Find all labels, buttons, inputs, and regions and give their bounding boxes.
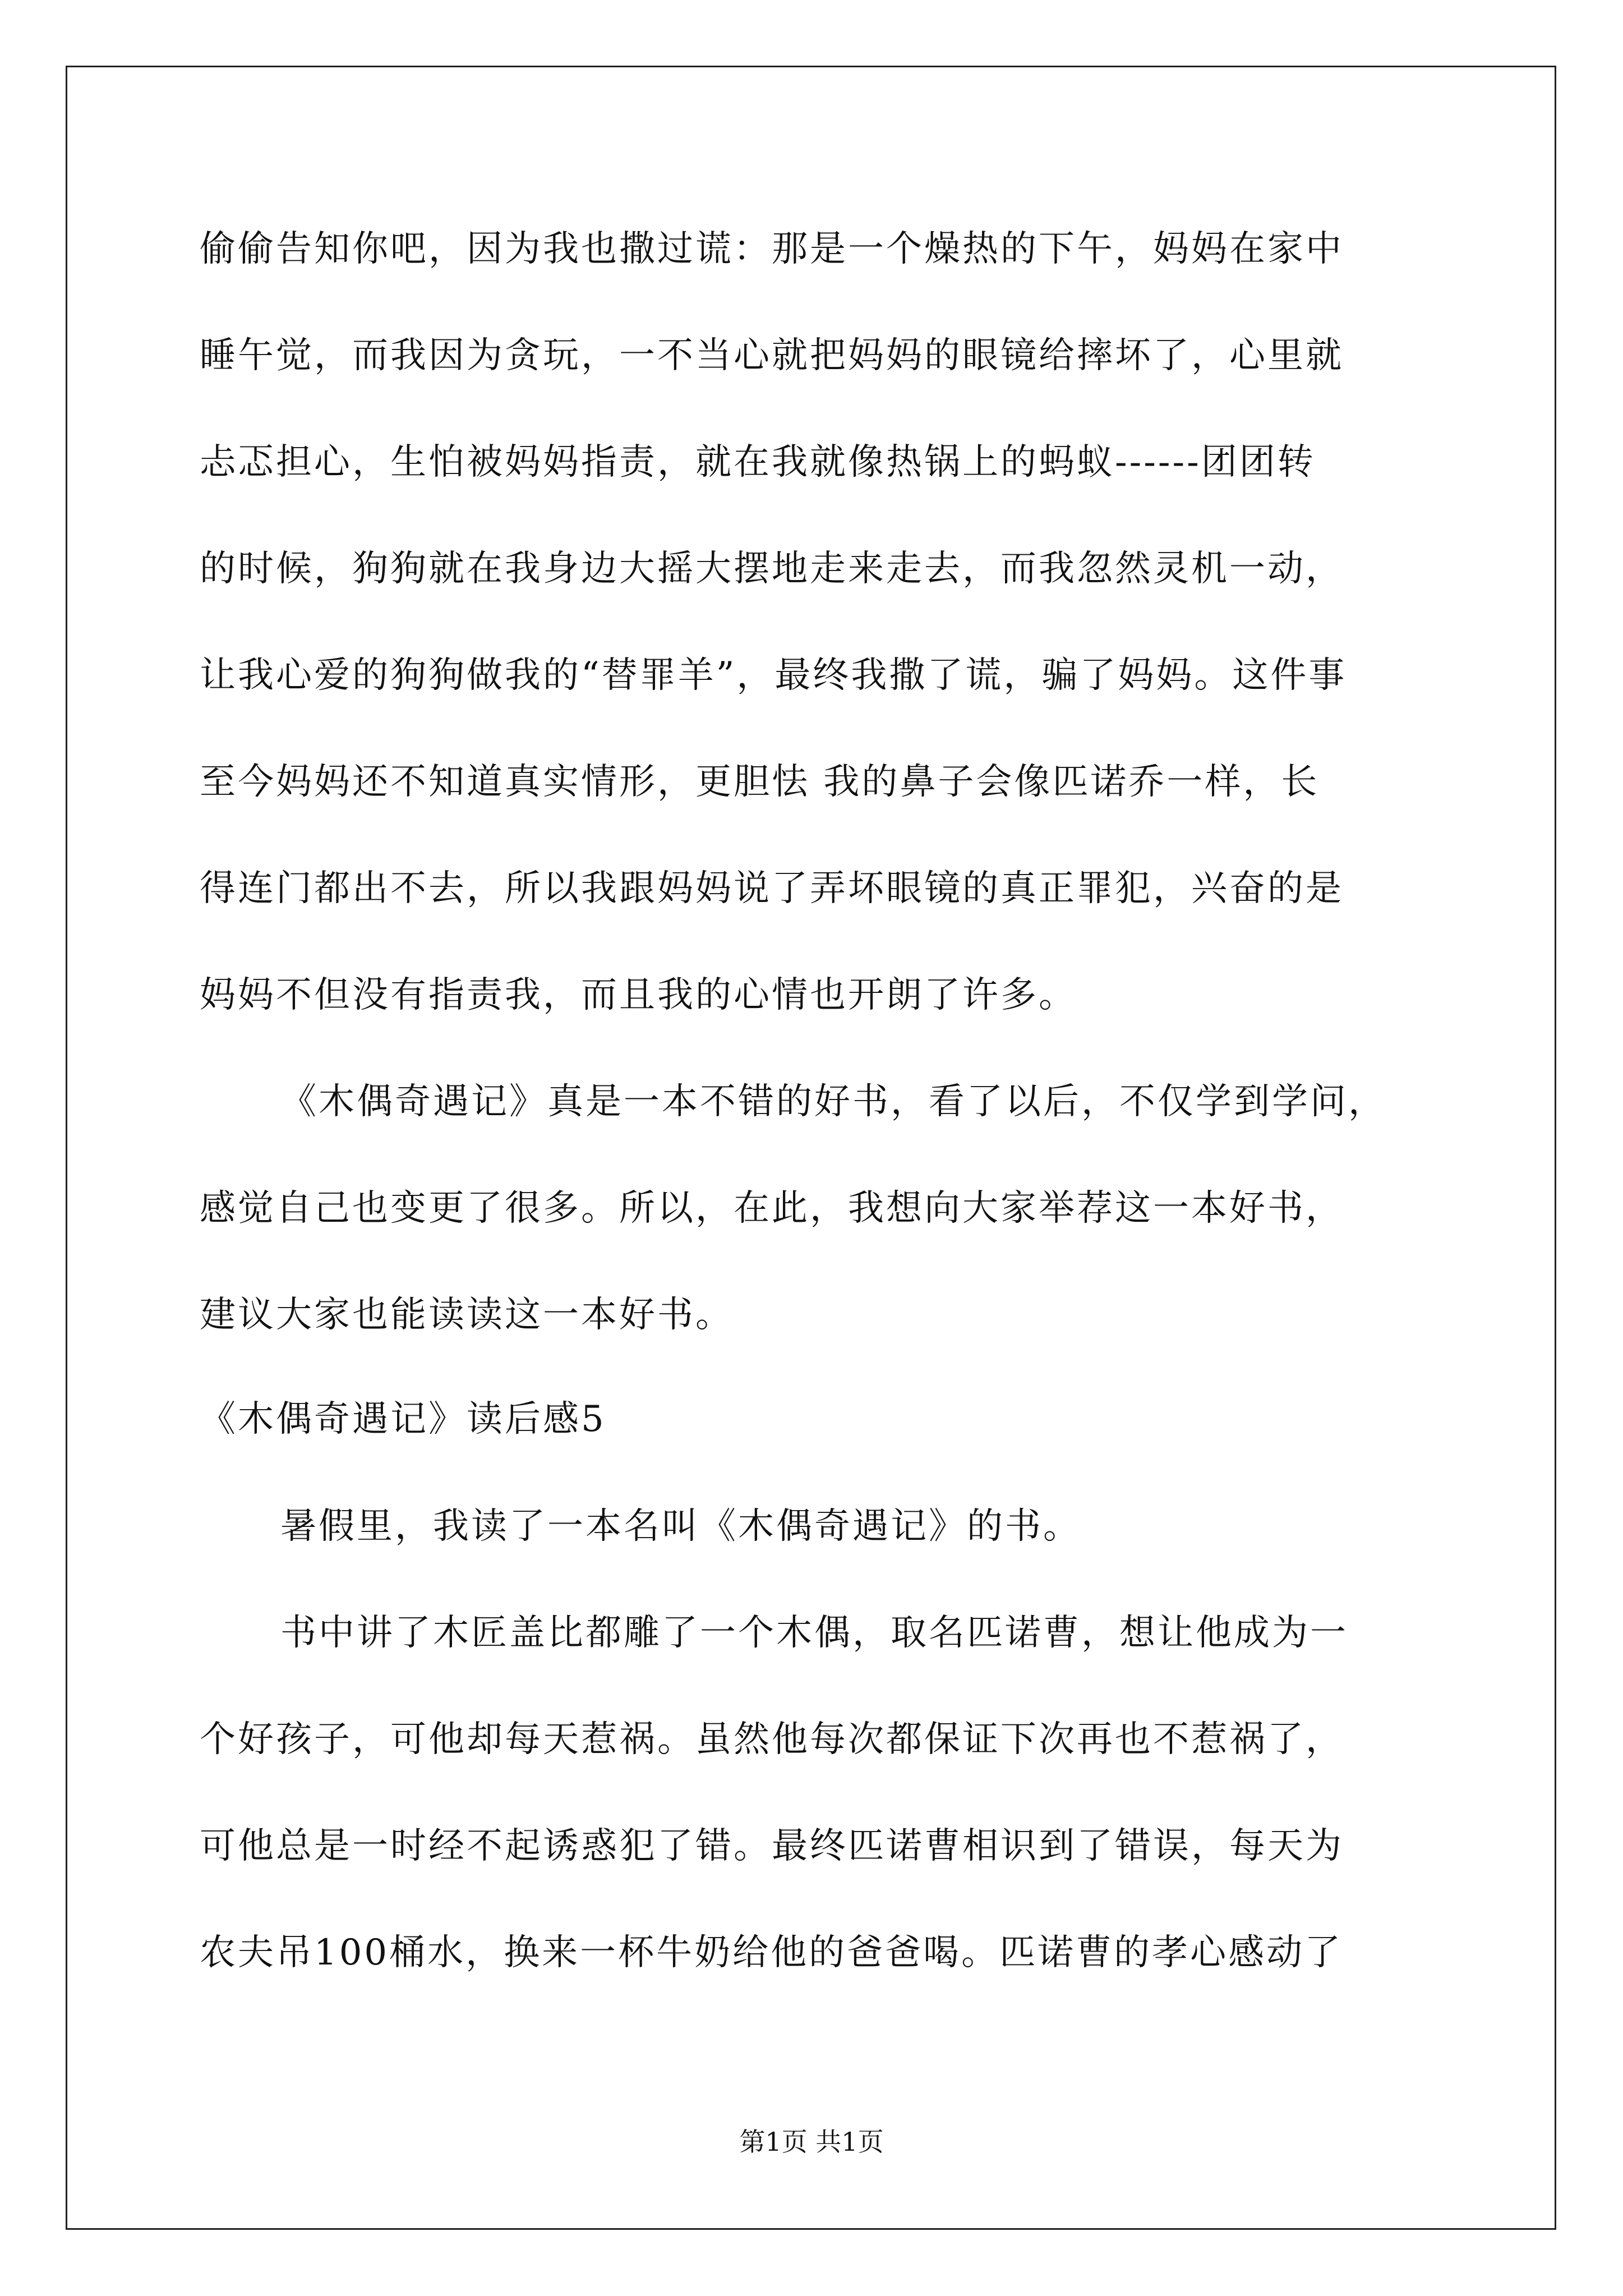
body-line: 妈妈不但没有指责我，而且我的心情也开朗了许多。 xyxy=(200,974,1077,1016)
body-line: 得连门都出不去，所以我跟妈妈说了弄坏眼镜的真正罪犯，兴奋的是 xyxy=(200,868,1344,909)
body-line: 暑假里，我读了一本名叫《木偶奇遇记》的书。 xyxy=(280,1506,1081,1547)
page-footer: 第1页 共1页 xyxy=(739,2127,884,2157)
body-line: 睡午觉，而我因为贪玩，一不当心就把妈妈的眼镜给摔坏了，心里就 xyxy=(200,335,1344,376)
body-line: 偷偷告知你吧，因为我也撒过谎：那是一个燥热的下午，妈妈在家中 xyxy=(200,228,1344,270)
body-line: 让我心爱的狗狗做我的“替罪羊”，最终我撒了谎，骗了妈妈。这件事 xyxy=(200,655,1347,696)
section-heading: 《木偶奇遇记》读后感5 xyxy=(200,1398,606,1440)
body-line: 农夫吊100桶水，换来一杯牛奶给他的爸爸喝。匹诺曹的孝心感动了 xyxy=(200,1932,1343,1973)
page-border xyxy=(66,66,1556,2230)
body-line: 的时候，狗狗就在我身边大摇大摆地走来走去，而我忽然灵机一动， xyxy=(200,548,1344,590)
body-line: 书中讲了木匠盖比都雕了一个木偶，取名匹诺曹，想让他成为一 xyxy=(280,1612,1348,1654)
body-line: 建议大家也能读读这一本好书。 xyxy=(200,1294,734,1336)
body-line: 忐忑担心，生怕被妈妈指责，就在我就像热锅上的蚂蚁------团团转 xyxy=(200,441,1316,483)
body-line: 个好孩子，可他却每天惹祸。虽然他每次都保证下次再也不惹祸了， xyxy=(200,1719,1344,1760)
body-line: 感觉自己也变更了很多。所以，在此，我想向大家举荐这一本好书， xyxy=(200,1188,1344,1229)
body-line: 可他总是一时经不起诱惑犯了错。最终匹诺曹相识到了错误，每天为 xyxy=(200,1825,1344,1867)
body-line: 《木偶奇遇记》真是一本不错的好书，看了以后，不仅学到学问， xyxy=(280,1081,1386,1122)
body-line: 至今妈妈还不知道真实情形，更胆怯 我的鼻子会像匹诺乔一样，长 xyxy=(200,761,1320,803)
